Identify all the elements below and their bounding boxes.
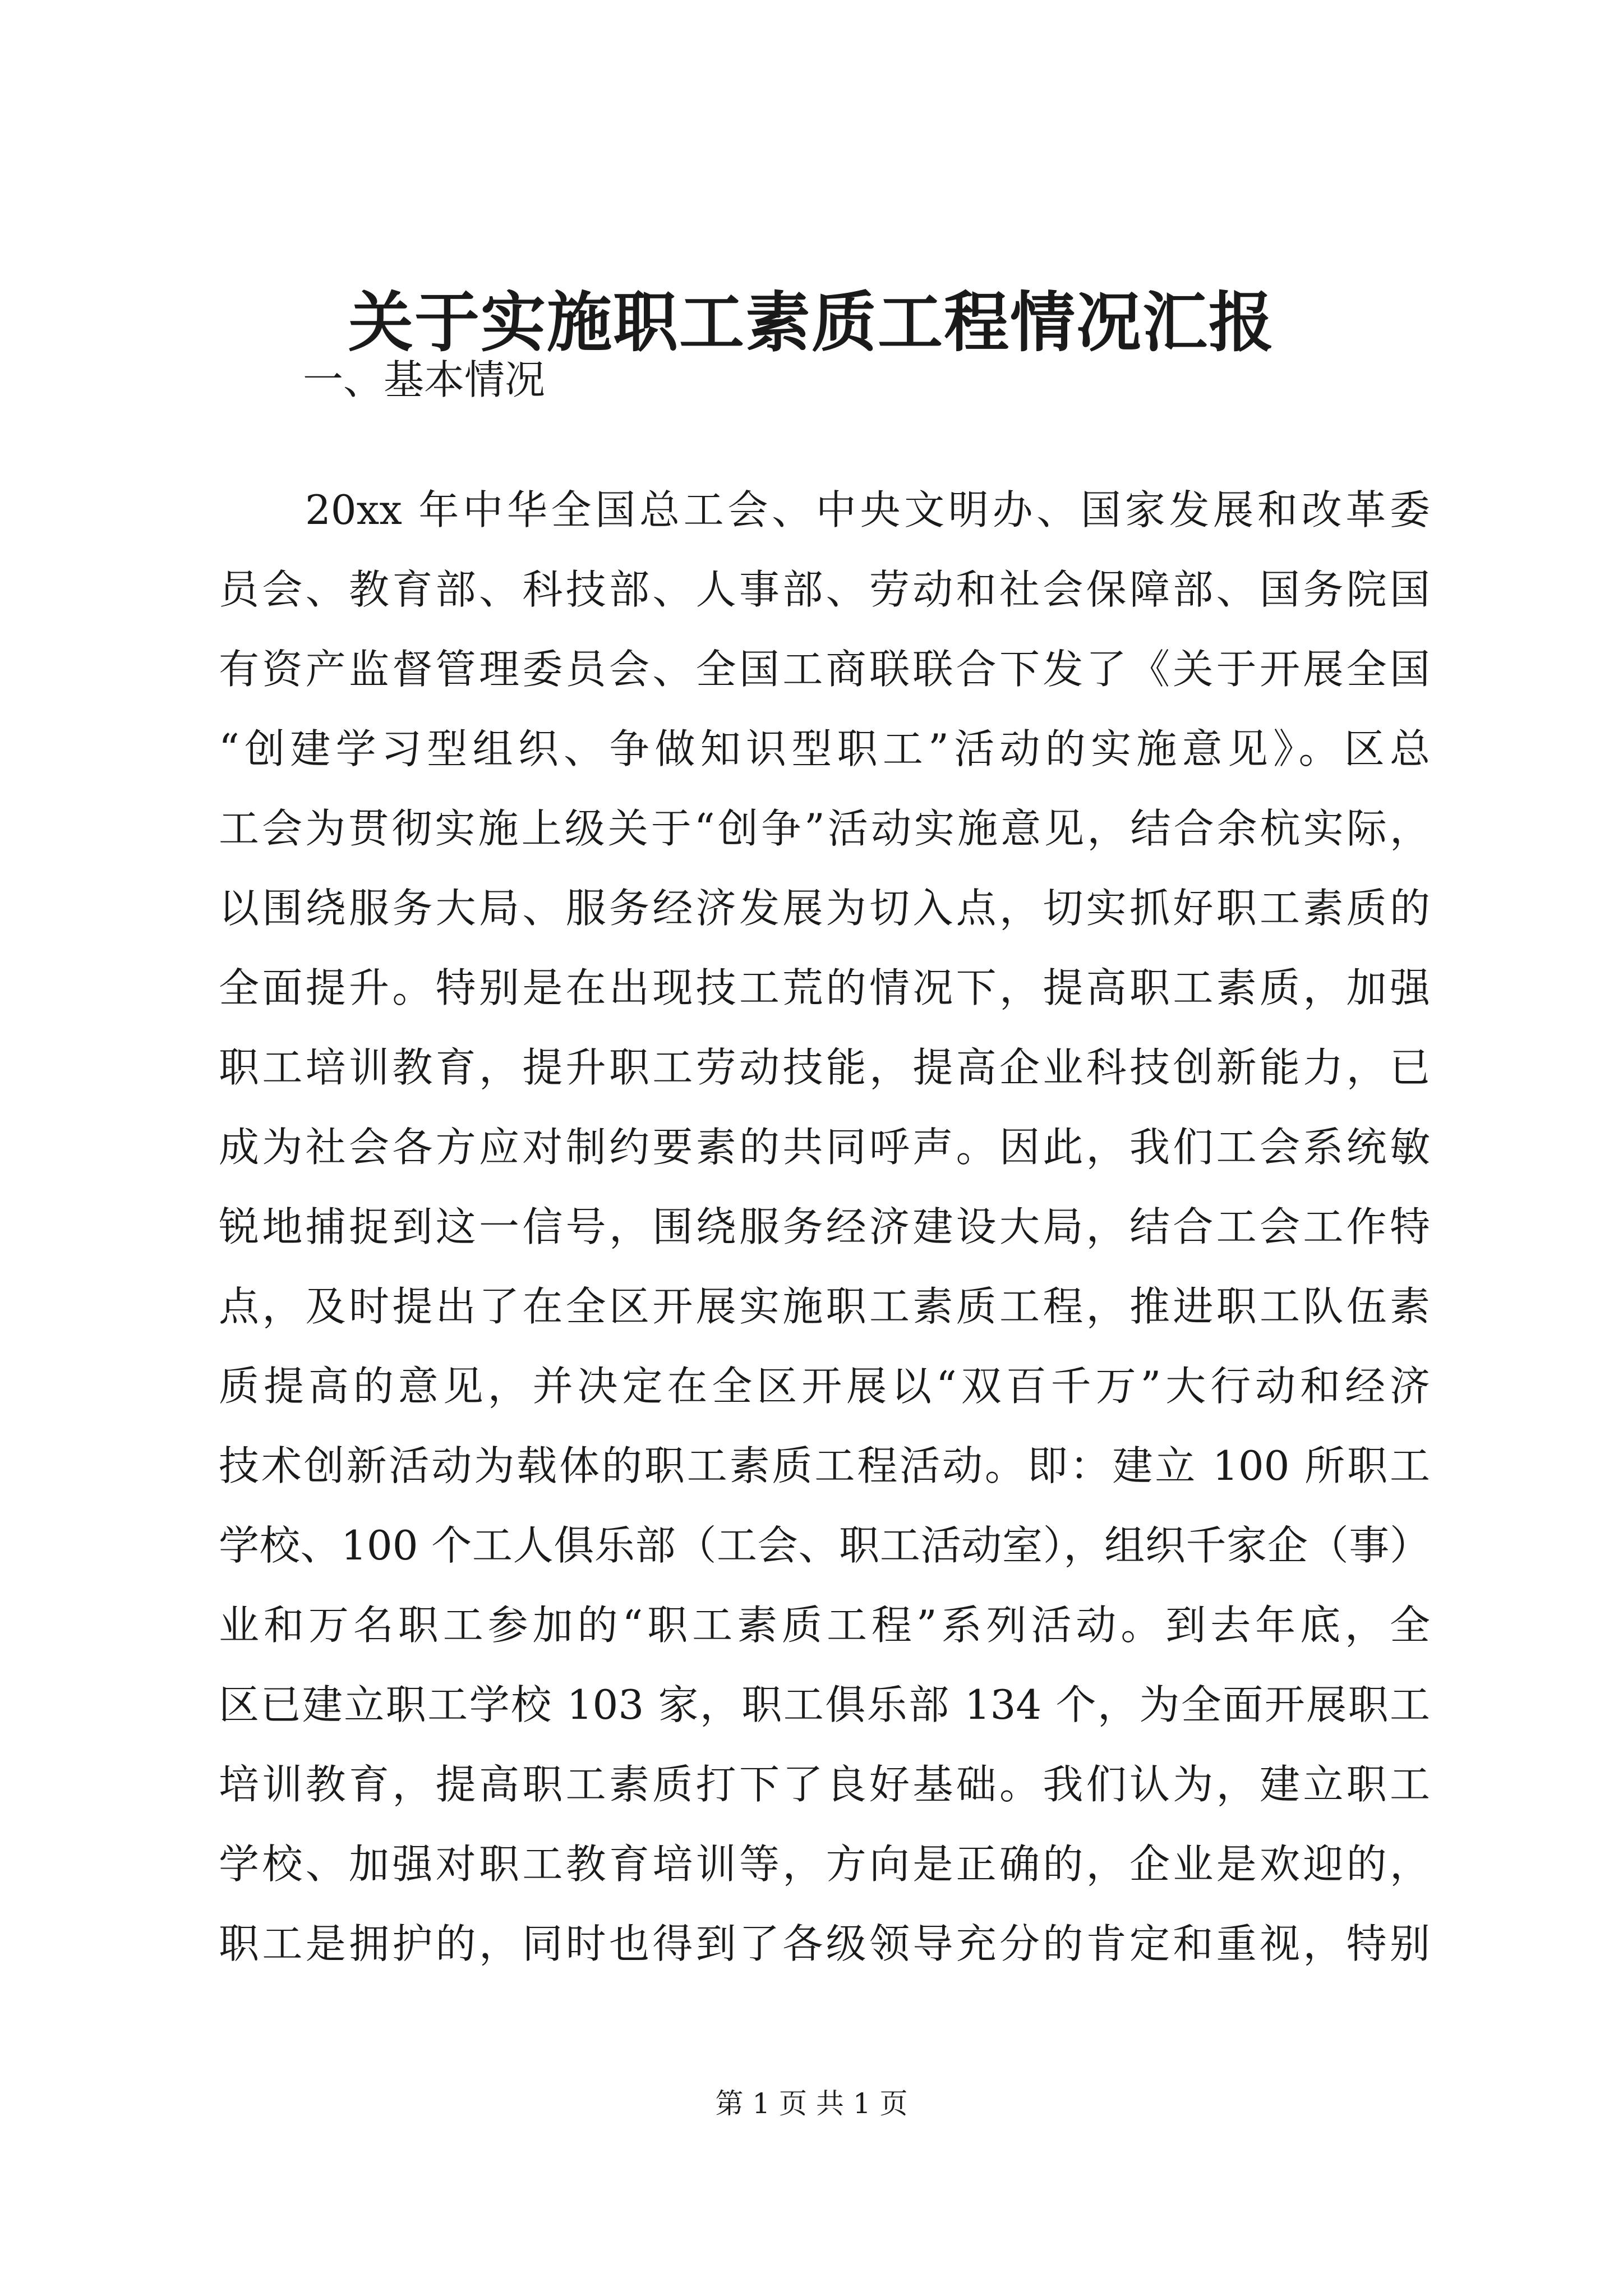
body-line: 职工是拥护的，同时也得到了各级领导充分的肯定和重视，特别 bbox=[219, 1920, 1430, 1967]
body-line: 成为社会各方应对制约要素的共同呼声。因此，我们工会系统敏 bbox=[219, 1124, 1430, 1171]
body-line: 学校、100 个工人俱乐部（工会、职工活动室），组织千家企（事） bbox=[219, 1522, 1430, 1569]
body-paragraph bbox=[219, 470, 1430, 1984]
body-line: 以围绕服务大局、服务经济发展为切入点，切实抓好职工素质的 bbox=[219, 885, 1430, 932]
body-line: 有资产监督管理委员会、全国工商联联合下发了《关于开展全国 bbox=[219, 646, 1430, 693]
body-line: 员会、教育部、科技部、人事部、劳动和社会保障部、国务院国 bbox=[219, 566, 1430, 613]
body-line: 点，及时提出了在全区开展实施职工素质工程，推进职工队伍素 bbox=[219, 1283, 1430, 1330]
body-line: 20xx 年中华全国总工会、中央文明办、国家发展和改革委 bbox=[305, 486, 1430, 533]
body-line: 职工培训教育，提升职工劳动技能，提高企业科技创新能力，已 bbox=[219, 1044, 1430, 1091]
body-line: 工会为贯彻实施上级关于“创争”活动实施意见，结合余杭实际， bbox=[219, 805, 1430, 852]
body-line: 区已建立职工学校 103 家，职工俱乐部 134 个，为全面开展职工 bbox=[219, 1681, 1430, 1728]
body-line: 锐地捕捉到这一信号，围绕服务经济建设大局，结合工会工作特 bbox=[219, 1203, 1430, 1250]
section-heading: 一、基本情况 bbox=[303, 356, 546, 403]
body-line: 学校、加强对职工教育培训等，方向是正确的，企业是欢迎的， bbox=[219, 1841, 1430, 1888]
body-line: 技术创新活动为载体的职工素质工程活动。即：建立 100 所职工 bbox=[219, 1442, 1430, 1489]
body-line: 业和万名职工参加的“职工素质工程”系列活动。到去年底，全 bbox=[219, 1602, 1430, 1649]
body-line: “创建学习型组织、争做知识型职工”活动的实施意见》。区总 bbox=[219, 725, 1430, 772]
body-line: 培训教育，提高职工素质打下了良好基础。我们认为，建立职工 bbox=[219, 1761, 1430, 1808]
body-line: 全面提升。特别是在出现技工荒的情况下，提高职工素质，加强 bbox=[219, 964, 1430, 1011]
page-footer: 第 1 页 共 1 页 bbox=[715, 2087, 908, 2120]
document-title: 关于实施职工素质工程情况汇报 bbox=[348, 284, 1275, 361]
body-line: 质提高的意见，并决定在全区开展以“双百千万”大行动和经济 bbox=[219, 1363, 1430, 1410]
